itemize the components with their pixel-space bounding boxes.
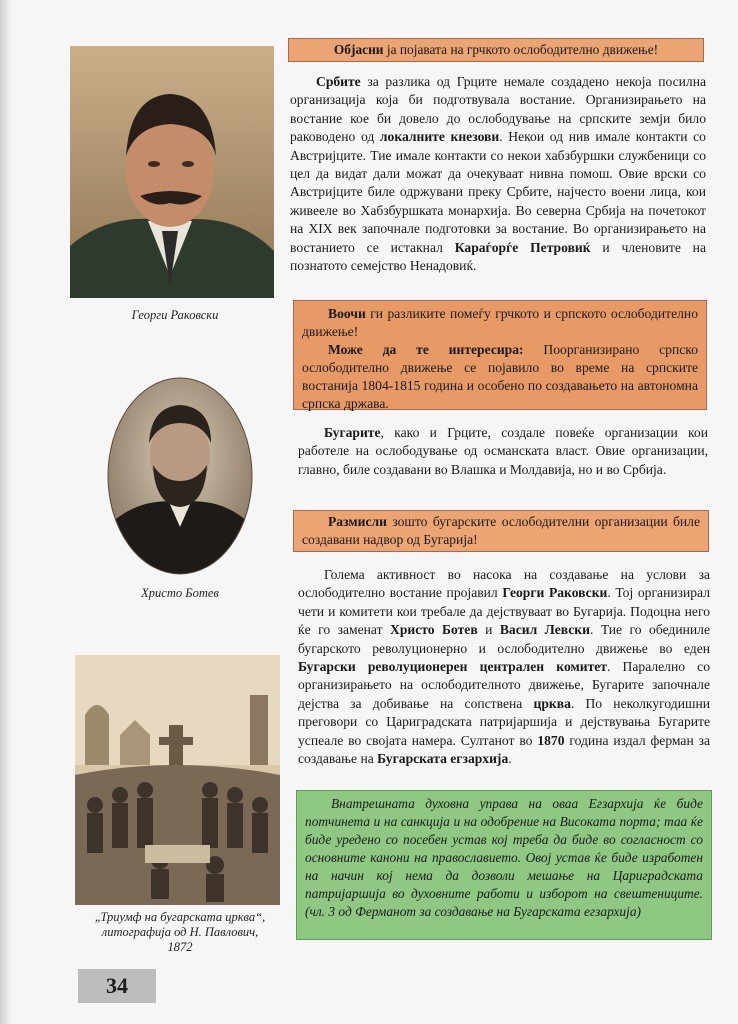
caption-lithograph [70, 910, 290, 955]
lithograph-triumph-of-bulgarian-church [75, 655, 280, 905]
caption-lithograph-line1: „Триумф на бугарската црква“, [94, 910, 266, 924]
page-binding-edge [0, 0, 14, 1024]
caption-lithograph-line2: литографија од Н. Павлович, [101, 925, 259, 939]
caption-rakovski: Георги Раковски [131, 308, 219, 322]
source-quote-box [296, 790, 712, 940]
task-text-explain: ја појавата на грчкото ослободително движење! [383, 42, 659, 57]
portrait-georgi-rakovski [70, 46, 274, 298]
task-box-notice: Воочи ги разликите помеѓу грчкото и српското ослободително движење! Може да те интересира: Поорганизирано српско ослободително движење се појавило во време на српските востанија 1804-1815 година и особено по создавањето на автономна српска држава. [293, 300, 707, 410]
portrait-hristo-botev [107, 377, 253, 575]
task-keyword-explain: Објасни [333, 42, 384, 57]
caption-botev: Христо Ботев [141, 586, 219, 600]
task-box-think: Размисли зошто бугарските ослободителни организации биле создавани надвор од Бугарија! [293, 510, 709, 552]
task-box-explain [288, 38, 704, 62]
page-number: 34 [78, 969, 156, 1003]
paragraph-rakovski: Голема активност во насока на создавање на услови за ослободително востание пројавил Георги Раковски. Тој организирал чети и комитети кои требале да дејствуваат во Бугарија. Подоцна него ќе го заменат Христо Ботев и Васил Левски. Тие го обединиле бугарското револуционерно и ослободително движење во еден Бугарски револуционерен централен комитет. Паралелно со организирањето на ослободителното движење, Бугарите започнале дејства за добивање на сопствена црква. По неколкугодишни преговори со Цариградската патријаршија и дејствувања Бугарите успеале во својата намера. Султанот во 1870 година издал ферман за создавање на Бугарската егзархија. [298, 567, 711, 767]
caption-lithograph-line3: 1872 [167, 940, 193, 954]
paragraph-serbs: Србите за разлика од Грците немале создадено некоја посилна организација која би подготвувала востание. Организирањето на востание кое би довело до ослободување на српските земји било раководено од локалните кнезови. Некои од нив имале контакти со Австријците. Тие имале контакти со некои хабзбуршки службеници со цел да видат дали можат да очекуваат нивна помош. Овие врски со Австријците биле одржувани преку Србите, најчесто воени лица, кои живееле во Хабзбуршката монархија. Во северна Србија на почетокот на XIX век започнале подготовки за востание. Во организирањето на востанието се истакнал Караѓорѓе Петровиќ и членовите на познатото семејство Ненадовиќ. [290, 74, 706, 274]
paragraph-bulgarians: Бугарите, како и Грците, создале повеќе организации кои работеле на ослободување од османската власт. Овие организации, главно, биле создавани во Влашка и Молдавија, но и во Србија. [298, 425, 708, 477]
source-quote-text: Внатрешната духовна управа на оваа Егзархија ќе биде потчинета и на санкција и на одобрение на Високата порта; таа ќе биде уредено со посебен устав кој треба да биде во согласност со основните канони на православието. Овој устав ќе биде изработен на начин кој нема да дозволи мешање на Цариградската патријаршија во духовните работи и изборот на свештениците. (чл. 3 од Ферманот за создавање на Бугарската егзархија) [305, 796, 703, 919]
